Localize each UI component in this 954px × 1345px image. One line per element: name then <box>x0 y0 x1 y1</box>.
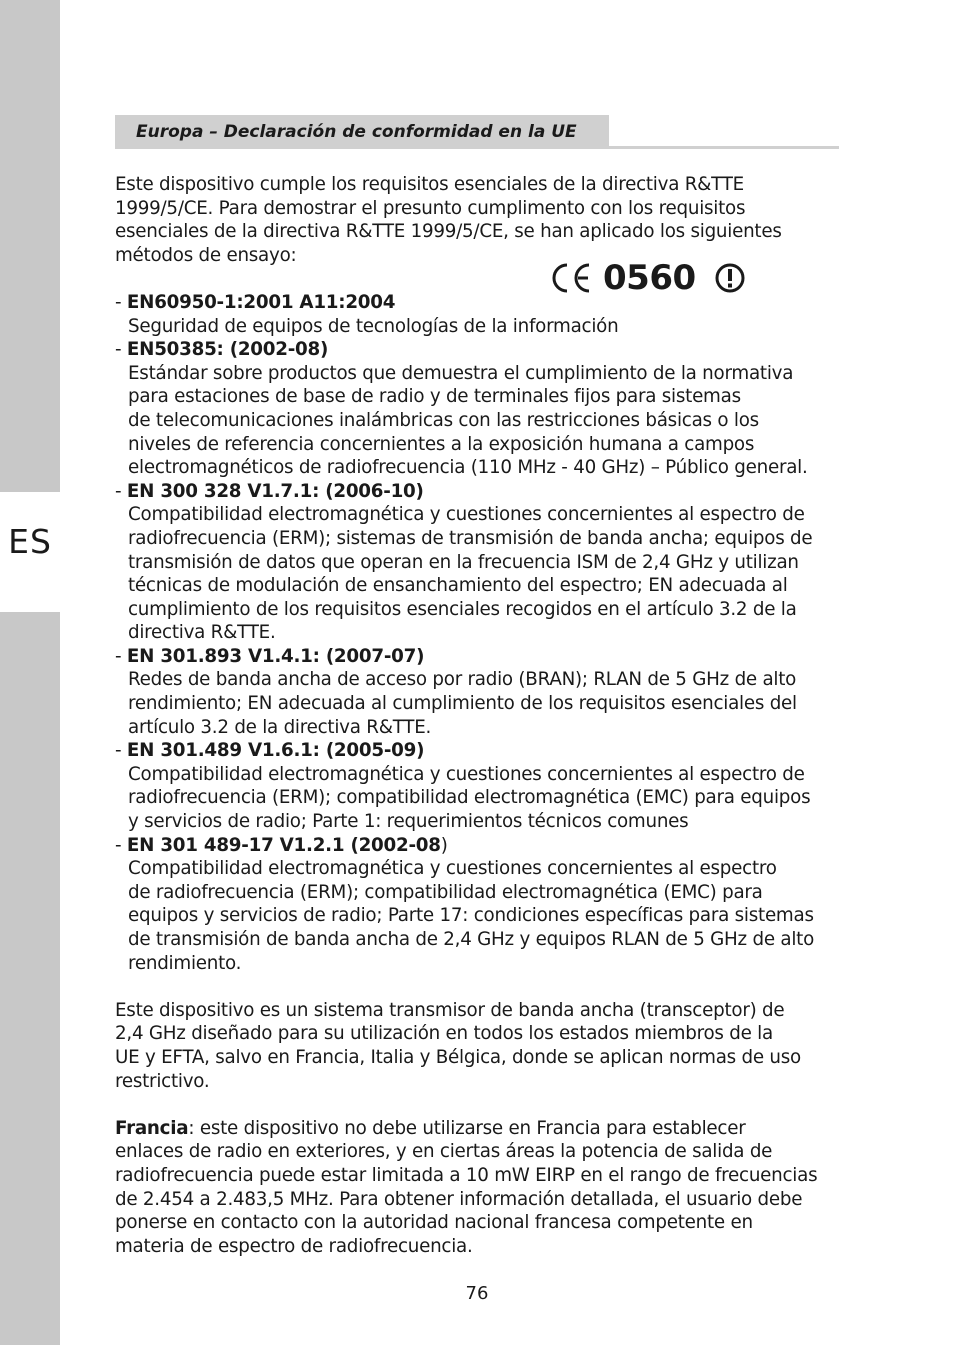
standard-code: EN 301 489-17 V1.2.1 (2002-08 <box>126 834 441 856</box>
france-paragraph <box>115 1117 845 1259</box>
france-label: Francia <box>115 1117 189 1139</box>
section-heading <box>115 115 609 149</box>
notified-body-number: 0560 <box>603 258 696 298</box>
standard-description: niveles de referencia concernientes a la exposición humana a campos <box>128 433 755 455</box>
standard-description: de radiofrecuencia (ERM); compatibilidad electromagnética (EMC) para <box>128 881 763 903</box>
standard-item <box>115 480 845 645</box>
standard-description: de telecomunicaciones inalámbricas con las restricciones básicas o los <box>128 409 759 431</box>
usage-paragraph <box>115 999 845 1093</box>
intro-paragraph <box>115 173 845 267</box>
usage-line: UE y EFTA, salvo en Francia, Italia y Bélgica, donde se aplican normas de uso <box>115 1046 801 1068</box>
usage-line: 2,4 GHz diseñado para su utilización en todos los estados miembros de la <box>115 1023 773 1045</box>
france-line: ponerse en contacto con la autoridad nacional francesa competente en <box>115 1212 753 1234</box>
page-number: 76 <box>465 1283 489 1304</box>
usage-line: Este dispositivo es un sistema transmisor de banda ancha (transceptor) de <box>115 999 785 1021</box>
standard-description: directiva R&TTE. <box>128 622 276 644</box>
standard-description: Redes de banda ancha de acceso por radio (BRAN); RLAN de 5 GHz de alto <box>128 669 797 691</box>
standard-title: - EN60950-1:2001 A11:2004 <box>115 291 396 313</box>
standard-description: Seguridad de equipos de tecnologías de la información <box>128 315 619 337</box>
standard-description: y servicios de radio; Parte 1: requerimientos técnicos comunes <box>128 811 689 833</box>
standard-description: para estaciones de base de radio y de terminales fijos para sistemas <box>128 386 741 408</box>
usage-line: restrictivo. <box>115 1070 210 1092</box>
standard-title: - EN 301.489 V1.6.1: (2005-09) <box>115 740 425 762</box>
france-line: materia de espectro de radiofrecuencia. <box>115 1235 473 1257</box>
standard-description: Compatibilidad electromagnética y cuestiones concernientes al espectro de <box>128 763 805 785</box>
standard-title: - EN 300 328 V1.7.1: (2006-10) <box>115 480 424 502</box>
standard-code: EN 300 328 V1.7.1: (2006-10) <box>126 480 424 502</box>
standard-description: artículo 3.2 de la directiva R&TTE. <box>128 716 432 738</box>
standard-code-suffix: ) <box>440 834 448 856</box>
standard-description: radiofrecuencia (ERM); compatibilidad electromagnética (EMC) para equipos <box>128 787 811 809</box>
standard-title: - EN 301 489-17 V1.2.1 (2002-08) <box>115 834 448 856</box>
standard-item <box>115 739 845 833</box>
language-tab-label: ES <box>8 522 52 561</box>
standard-description: transmisión de datos que operan en la frecuencia ISM de 2,4 GHz y utilizan <box>128 551 799 573</box>
standard-description: rendimiento. <box>128 952 242 974</box>
standard-description: electromagnéticos de radiofrecuencia (110 MHz - 40 GHz) – Público general. <box>128 457 808 479</box>
standard-description: técnicas de modulación de ensanchamiento del espectro; EN adecuada al <box>128 575 788 597</box>
side-bar-top <box>0 0 60 492</box>
standard-description: de transmisión de banda ancha de 2,4 GHz y equipos RLAN de 5 GHz de alto <box>128 929 815 950</box>
standard-description: radiofrecuencia (ERM); sistemas de transmisión de banda ancha; equipos de <box>128 527 813 549</box>
france-first-line <box>115 1117 845 1141</box>
standard-description: Compatibilidad electromagnética y cuestiones concernientes al espectro de <box>128 504 805 526</box>
standard-item <box>115 338 845 480</box>
standard-item <box>115 291 845 338</box>
intro-line: 1999/5/CE. Para demostrar el presunto cumplimento con los requisitos <box>115 197 746 219</box>
heading-rule <box>609 146 839 149</box>
standard-description: equipos y servicios de radio; Parte 17: condiciones específicas para sistemas <box>128 905 814 927</box>
intro-line: Este dispositivo cumple los requisitos esenciales de la directiva R&TTE <box>115 174 744 195</box>
standard-title: - EN50385: (2002-08) <box>115 339 329 361</box>
standard-code: EN60950-1:2001 A11:2004 <box>126 291 396 313</box>
standard-item <box>115 834 845 976</box>
standard-code: EN 301.893 V1.4.1: (2007-07) <box>126 645 425 667</box>
standard-title: - EN 301.893 V1.4.1: (2007-07) <box>115 645 425 667</box>
france-line: enlaces de radio en exteriores, y en ciertas áreas la potencia de salida de <box>115 1141 773 1163</box>
intro-line: esenciales de la directiva R&TTE 1999/5/CE, se han aplicado los siguientes <box>115 221 782 243</box>
side-bar-bottom <box>0 612 60 1345</box>
standard-item <box>115 645 845 739</box>
standard-code: EN50385: (2002-08) <box>126 339 329 361</box>
france-line: de 2.454 a 2.483,5 MHz. Para obtener información detallada, el usuario debe <box>115 1188 803 1210</box>
standard-description: Compatibilidad electromagnética y cuestiones concernientes al espectro <box>128 858 777 880</box>
section-heading-text: Europa – Declaración de conformidad en la UE <box>136 122 577 142</box>
france-line: radiofrecuencia puede estar limitada a 10 mW EIRP en el rango de frecuencias <box>115 1164 818 1186</box>
document-body <box>115 173 845 1258</box>
standard-description: rendimiento; EN adecuada al cumplimiento de los requisitos esenciales del <box>128 693 797 715</box>
standard-code: EN 301.489 V1.6.1: (2005-09) <box>126 740 425 762</box>
standard-description: cumplimiento de los requisitos esenciales recogidos en el artículo 3.2 de la <box>128 598 797 620</box>
france-first-line-text: : este dispositivo no debe utilizarse en Francia para establecer <box>188 1117 746 1139</box>
standard-description: Estándar sobre productos que demuestra el cumplimiento de la normativa <box>128 362 794 384</box>
intro-line: métodos de ensayo: <box>115 244 297 266</box>
